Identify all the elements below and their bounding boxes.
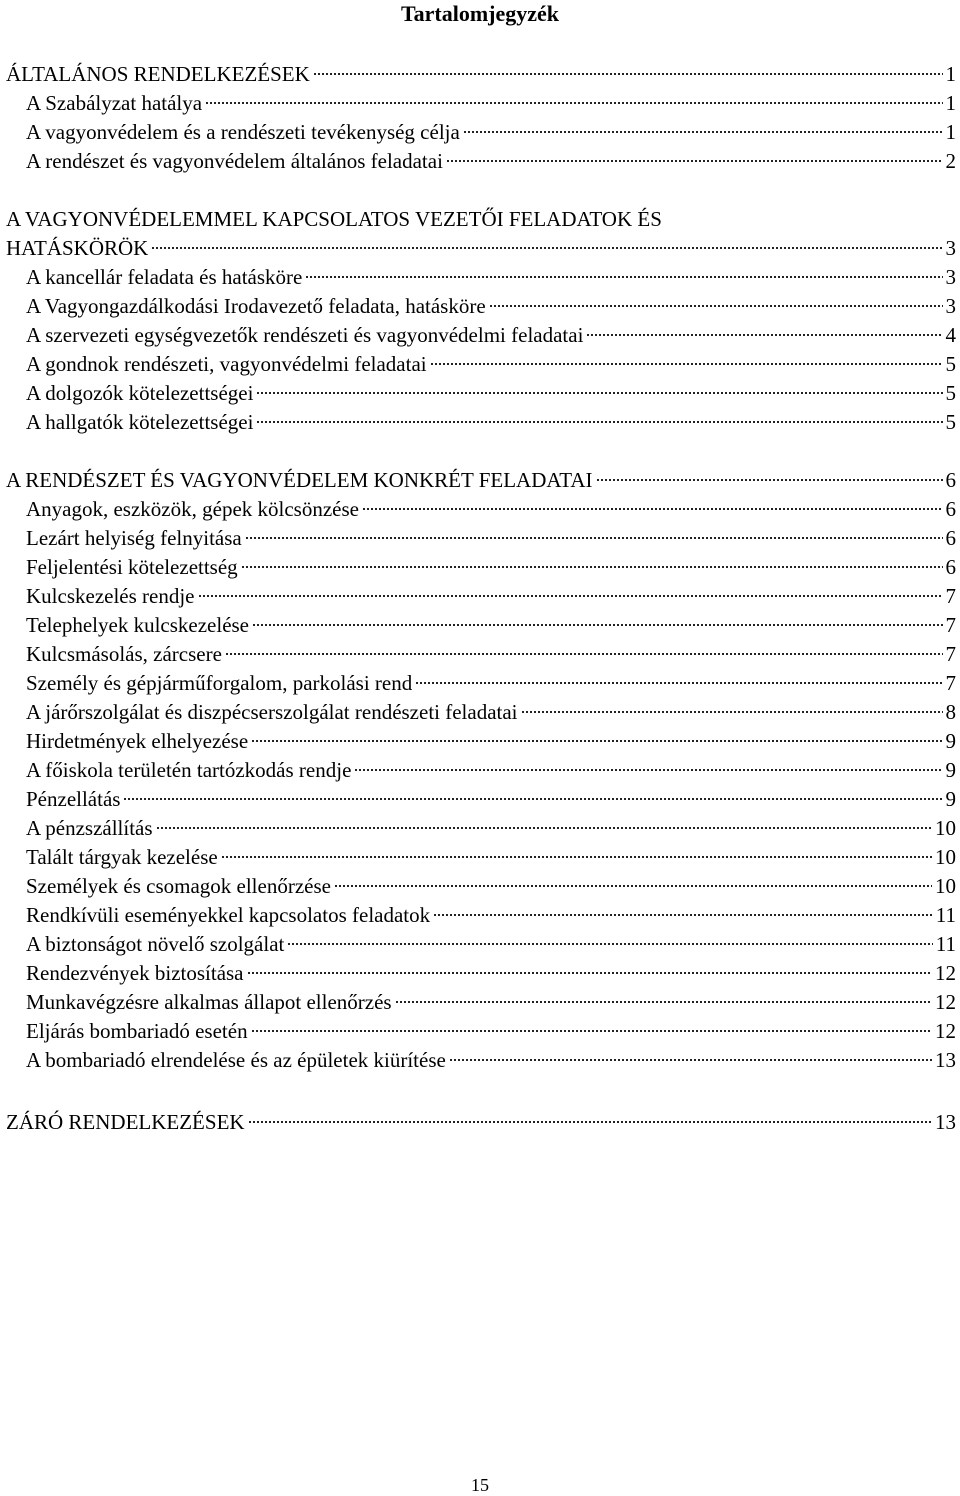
dot-leader bbox=[221, 856, 932, 858]
toc-entry-page: 3 bbox=[945, 236, 956, 260]
toc-entry[interactable] bbox=[26, 553, 956, 581]
toc-entry[interactable] bbox=[26, 495, 956, 523]
toc-entry[interactable] bbox=[26, 901, 956, 929]
toc-entry[interactable] bbox=[26, 292, 956, 320]
dot-leader bbox=[205, 102, 942, 104]
toc-entry[interactable] bbox=[26, 611, 956, 639]
toc-entry-label: A bombariadó elrendelése és az épületek kiürítése bbox=[26, 1048, 446, 1072]
toc-entry-page: 5 bbox=[945, 410, 956, 434]
toc-entry-label: Személyek és csomagok ellenőrzése bbox=[26, 874, 331, 898]
dot-leader bbox=[305, 276, 942, 278]
dot-leader bbox=[252, 624, 942, 626]
dot-leader bbox=[446, 160, 943, 162]
toc-entry-label: A dolgozók kötelezettségei bbox=[26, 381, 254, 405]
dot-leader bbox=[251, 1030, 932, 1032]
toc-entry[interactable] bbox=[26, 930, 956, 958]
toc-entry-zaro-rendelkezesek[interactable] bbox=[6, 1108, 956, 1136]
toc-entry-page: 1 bbox=[945, 91, 956, 115]
dot-leader bbox=[313, 73, 943, 75]
toc-entry-label: A vagyonvédelem és a rendészeti tevékenység célja bbox=[26, 120, 460, 144]
toc-entry[interactable] bbox=[26, 408, 956, 436]
dot-leader bbox=[151, 247, 942, 249]
dot-leader bbox=[248, 1121, 932, 1123]
toc-entry-page: 1 bbox=[945, 120, 956, 144]
toc-entry[interactable] bbox=[26, 89, 956, 117]
toc-entry-page: 13 bbox=[935, 1110, 956, 1134]
toc-entry-page: 12 bbox=[935, 1019, 956, 1043]
toc-entry-label: A pénzszállítás bbox=[26, 816, 153, 840]
toc-entry-label: A biztonságot növelő szolgálat bbox=[26, 932, 285, 956]
toc-entry-label: Pénzellátás bbox=[26, 787, 121, 811]
toc-entry-page: 3 bbox=[945, 294, 956, 318]
toc-entry-label: Munkavégzésre alkalmas állapot ellenőrzés bbox=[26, 990, 392, 1014]
toc-entry-page: 9 bbox=[945, 787, 956, 811]
dot-leader bbox=[247, 972, 932, 974]
dot-leader bbox=[449, 1059, 932, 1061]
toc-entry[interactable] bbox=[26, 640, 956, 668]
toc-entry-label: Rendkívüli eseményekkel kapcsolatos feladatok bbox=[26, 903, 431, 927]
toc-entry-label: Lezárt helyiség felnyitása bbox=[26, 526, 242, 550]
dot-leader bbox=[354, 769, 942, 771]
toc-entry-label: A járőrszolgálat és diszpécserszolgálat rendészeti feladatai bbox=[26, 700, 518, 724]
dot-leader bbox=[415, 682, 942, 684]
toc-entry-page: 11 bbox=[935, 932, 956, 956]
dot-leader bbox=[256, 421, 942, 423]
toc-entry-page: 2 bbox=[945, 149, 956, 173]
toc-entry[interactable] bbox=[26, 1046, 956, 1074]
toc-entry[interactable] bbox=[26, 698, 956, 726]
toc-entry-page: 8 bbox=[945, 700, 956, 724]
dot-leader bbox=[245, 537, 943, 539]
toc-entry-label: A Szabályzat hatálya bbox=[26, 91, 203, 115]
toc-entry[interactable] bbox=[26, 756, 956, 784]
dot-leader bbox=[586, 334, 942, 336]
toc-entry-page: 10 bbox=[935, 874, 956, 898]
dot-leader bbox=[489, 305, 943, 307]
dot-leader bbox=[334, 885, 932, 887]
toc-entry-page: 6 bbox=[945, 526, 956, 550]
dot-leader bbox=[156, 827, 932, 829]
toc-entry-label: A kancellár feladata és hatásköre bbox=[26, 265, 303, 289]
toc-entry[interactable] bbox=[26, 843, 956, 871]
toc-entry-label: Telephelyek kulcskezelése bbox=[26, 613, 250, 637]
toc-entry[interactable] bbox=[26, 350, 956, 378]
toc-entry-page: 6 bbox=[945, 555, 956, 579]
dot-leader bbox=[521, 711, 943, 713]
dot-leader bbox=[463, 131, 943, 133]
toc-entry-label: Talált tárgyak kezelése bbox=[26, 845, 218, 869]
toc-entry-konkret-feladatai[interactable] bbox=[6, 466, 956, 494]
toc-entry-page: 12 bbox=[935, 990, 956, 1014]
toc-entry-label: Személy és gépjárműforgalom, parkolási rend bbox=[26, 671, 413, 695]
toc-entry[interactable] bbox=[26, 669, 956, 697]
toc-entry[interactable] bbox=[26, 785, 956, 813]
toc-entry-label: A RENDÉSZET ÉS VAGYONVÉDELEM KONKRÉT FELADATAI bbox=[6, 468, 593, 492]
toc-entry-vezetoi-feladatok[interactable] bbox=[6, 234, 956, 262]
toc-entry[interactable] bbox=[26, 727, 956, 755]
toc-entry-label: HATÁSKÖRÖK bbox=[6, 236, 149, 260]
toc-entry-page: 7 bbox=[945, 642, 956, 666]
toc-entry-label: ZÁRÓ RENDELKEZÉSEK bbox=[6, 1110, 245, 1134]
dot-leader bbox=[433, 914, 933, 916]
toc-entry-page: 6 bbox=[945, 468, 956, 492]
toc-entry-label: Eljárás bombariadó esetén bbox=[26, 1019, 248, 1043]
toc-entry-page: 12 bbox=[935, 961, 956, 985]
toc-entry[interactable] bbox=[26, 582, 956, 610]
dot-leader bbox=[198, 595, 943, 597]
toc-entry[interactable] bbox=[26, 263, 956, 291]
toc-entry-page: 7 bbox=[945, 671, 956, 695]
toc-entry[interactable] bbox=[26, 379, 956, 407]
dot-leader bbox=[241, 566, 943, 568]
toc-entry-label: Hirdetmények elhelyezése bbox=[26, 729, 249, 753]
toc-entry-label: A hallgatók kötelezettségei bbox=[26, 410, 254, 434]
dot-leader bbox=[362, 508, 943, 510]
toc-entry-page: 10 bbox=[935, 816, 956, 840]
dot-leader bbox=[123, 798, 942, 800]
toc-entry-label: Rendezvények biztosítása bbox=[26, 961, 244, 985]
toc-entry[interactable] bbox=[26, 814, 956, 842]
toc-entry-page: 9 bbox=[945, 729, 956, 753]
toc-entry[interactable] bbox=[26, 147, 956, 175]
toc-entry-label: ÁLTALÁNOS RENDELKEZÉSEK bbox=[6, 62, 310, 86]
toc-entry-page: 5 bbox=[945, 352, 956, 376]
toc-entry-label: A szervezeti egységvezetők rendészeti és vagyonvédelmi feladatai bbox=[26, 323, 584, 347]
toc-title: Tartalomjegyzék bbox=[400, 1, 560, 26]
toc-entry-label: A főiskola területén tartózkodás rendje bbox=[26, 758, 352, 782]
toc-entry-label: Feljelentési kötelezettség bbox=[26, 555, 238, 579]
dot-leader bbox=[287, 943, 932, 945]
toc-entry-page: 1 bbox=[945, 62, 956, 86]
toc-entry-page: 11 bbox=[935, 903, 956, 927]
toc-entry-page: 7 bbox=[945, 584, 956, 608]
toc-entry[interactable] bbox=[26, 988, 956, 1016]
toc-entry-label: A Vagyongazdálkodási Irodavezető feladata, hatásköre bbox=[26, 294, 486, 318]
toc-entry-label: A rendészet és vagyonvédelem általános feladatai bbox=[26, 149, 443, 173]
toc-entry-page: 4 bbox=[945, 323, 956, 347]
toc-entry[interactable] bbox=[26, 524, 956, 552]
page-number: 15 bbox=[471, 1475, 489, 1495]
toc-entry[interactable] bbox=[26, 1017, 956, 1045]
toc-entry-page: 3 bbox=[945, 265, 956, 289]
toc-entry-label: Anyagok, eszközök, gépek kölcsönzése bbox=[26, 497, 359, 521]
dot-leader bbox=[251, 740, 942, 742]
toc-entry-page: 7 bbox=[945, 613, 956, 637]
toc-entry-page: 6 bbox=[945, 497, 956, 521]
toc-entry-label: Kulcsmásolás, zárcsere bbox=[26, 642, 222, 666]
toc-heading-line: A VAGYONVÉDELEMMEL KAPCSOLATOS VEZETŐI FELADATOK ÉS bbox=[6, 207, 662, 231]
toc-entry-label: Kulcskezelés rendje bbox=[26, 584, 195, 608]
dot-leader bbox=[256, 392, 942, 394]
dot-leader bbox=[225, 653, 943, 655]
toc-entry-page: 13 bbox=[935, 1048, 956, 1072]
toc-entry-altalanos-rendelkezesek[interactable] bbox=[6, 60, 956, 88]
toc-entry[interactable] bbox=[26, 872, 956, 900]
dot-leader bbox=[596, 479, 943, 481]
toc-entry[interactable] bbox=[26, 959, 956, 987]
dot-leader bbox=[395, 1001, 932, 1003]
toc-entry-page: 10 bbox=[935, 845, 956, 869]
toc-entry-page: 5 bbox=[945, 381, 956, 405]
dot-leader bbox=[430, 363, 943, 365]
toc-entry-label: A gondnok rendészeti, vagyonvédelmi feladatai bbox=[26, 352, 427, 376]
toc-entry-page: 9 bbox=[945, 758, 956, 782]
toc-entry[interactable] bbox=[26, 321, 956, 349]
toc-entry[interactable] bbox=[26, 118, 956, 146]
